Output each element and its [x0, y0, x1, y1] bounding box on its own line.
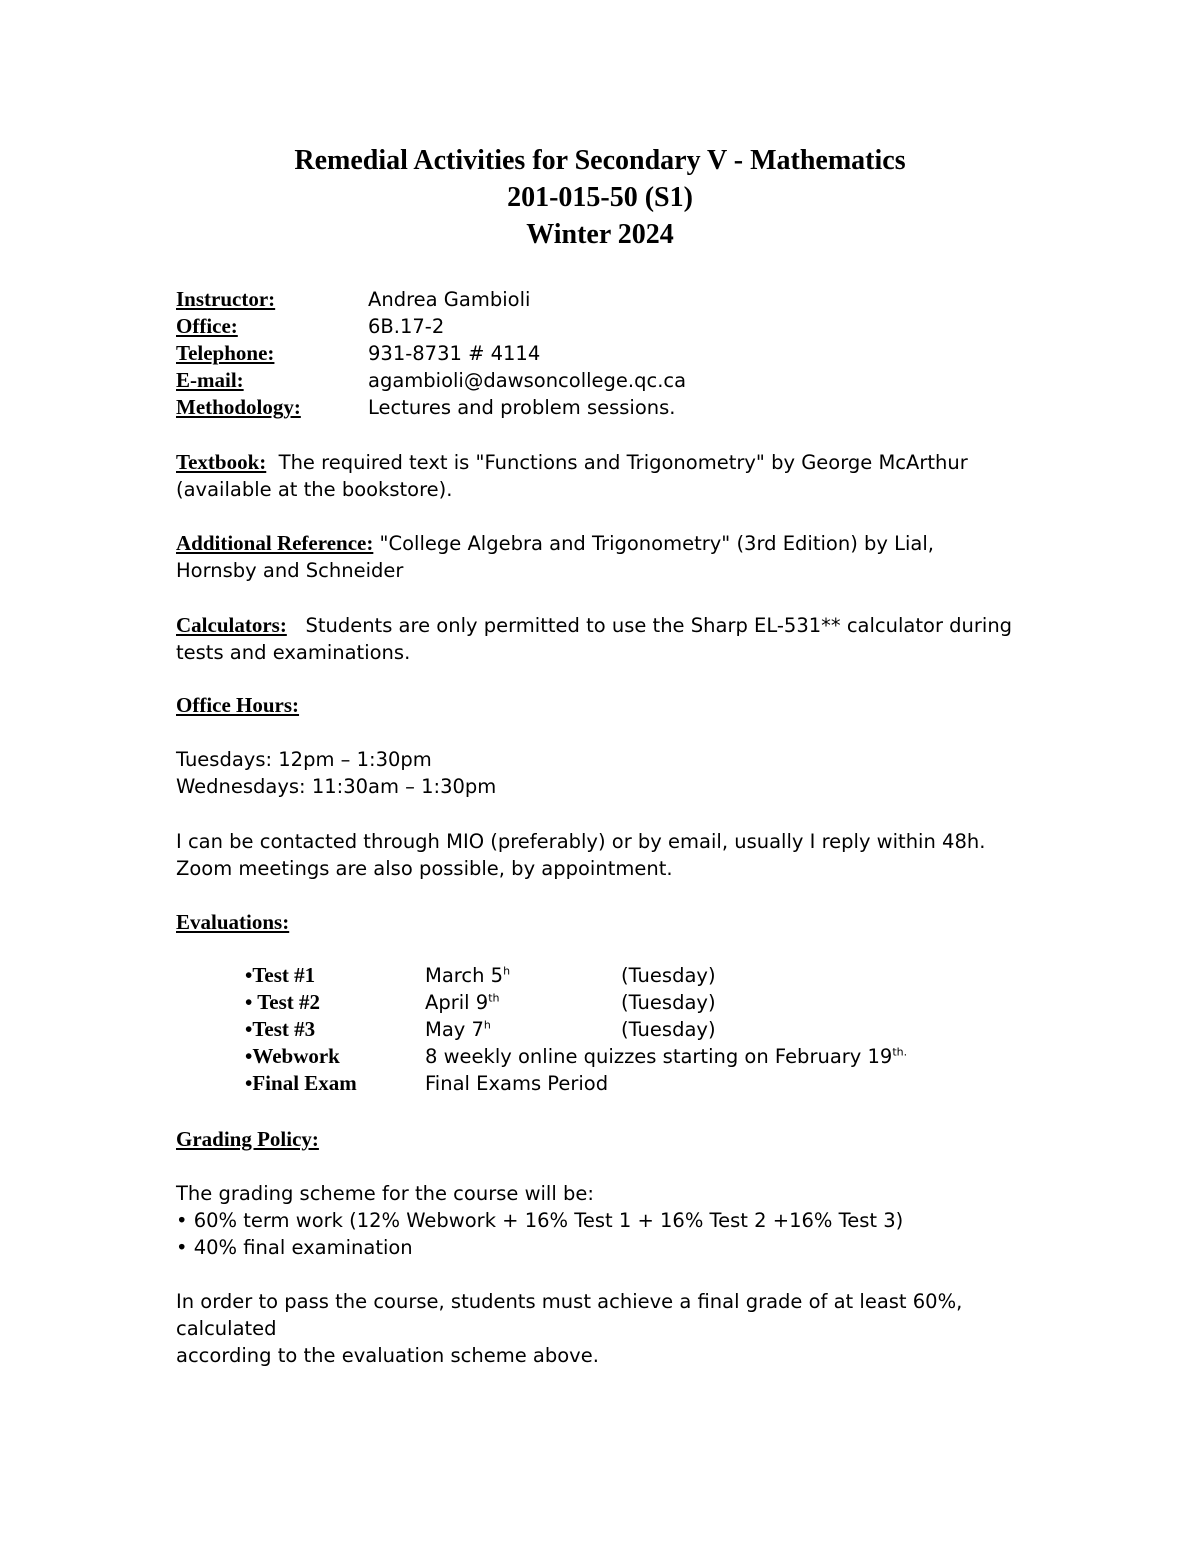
grading-item-term-work: • 60% term work (12% Webwork + 16% Test 1 + 16% Test 2 +16% Test 3): [176, 1209, 904, 1232]
list-item: [245, 1016, 907, 1043]
eval-date: Final Exams Period: [425, 1072, 609, 1095]
reference-line2: Hornsby and Schneider: [176, 559, 404, 582]
grading-section: [176, 1180, 1036, 1261]
term: Winter 2024: [526, 219, 674, 250]
contact-section: [176, 828, 1036, 882]
info-value: agambioli@dawsoncollege.qc.ca: [368, 369, 687, 392]
grading-label: Grading Policy:: [176, 1127, 319, 1151]
calculators-label: Calculators:: [176, 613, 287, 637]
grading-heading: [176, 1126, 1036, 1153]
info-row-instructor: [176, 286, 686, 313]
eval-date-suffix: th: [488, 991, 500, 1005]
pass-line2: according to the evaluation scheme above.: [176, 1344, 599, 1367]
evaluations-list: [245, 962, 907, 1097]
reference-label: Additional Reference:: [176, 531, 374, 555]
evaluations-heading: [176, 909, 1036, 936]
eval-date: May 7: [425, 1018, 484, 1041]
contact-line1: I can be contacted through MIO (preferably) or by email, usually I reply within 48h.: [176, 830, 986, 853]
eval-name: •Webwork: [245, 1044, 340, 1068]
info-row-email: [176, 367, 686, 394]
info-value: Andrea Gambioli: [368, 288, 531, 311]
info-key: Office:: [176, 314, 238, 338]
course-code: 201-015-50 (S1): [507, 182, 693, 213]
calculators-line2: tests and examinations.: [176, 641, 411, 664]
reference-line1: "College Algebra and Trigonometry" (3rd Edition) by Lial,: [379, 532, 934, 555]
eval-date-suffix: h: [503, 964, 511, 978]
info-key: Methodology:: [176, 395, 301, 419]
info-key: Telephone:: [176, 341, 275, 365]
reference-section: [176, 530, 1036, 584]
info-value: 931-8731 # 4114: [368, 342, 541, 365]
textbook-section: [176, 449, 1036, 503]
eval-day: (Tuesday): [621, 964, 716, 987]
grading-intro: The grading scheme for the course will be:: [176, 1182, 594, 1205]
info-value: 6B.17-2: [368, 315, 445, 338]
eval-name: •Test #1: [245, 963, 316, 987]
office-hours-tuesday: Tuesdays: 12pm – 1:30pm: [176, 748, 432, 771]
eval-name: • Test #2: [245, 990, 321, 1014]
eval-date: April 9: [425, 991, 489, 1014]
contact-line2: Zoom meetings are also possible, by appointment.: [176, 857, 673, 880]
pass-line1: In order to pass the course, students must achieve a final grade of at least 60%, calculated: [176, 1290, 963, 1340]
eval-date: 8 weekly online quizzes starting on February 19: [425, 1045, 893, 1068]
info-row-methodology: [176, 394, 686, 421]
textbook-line1: The required text is "Functions and Trigonometry" by George McArthur: [278, 451, 968, 474]
eval-date-suffix: th.: [892, 1045, 908, 1059]
textbook-line2: (available at the bookstore).: [176, 478, 453, 501]
eval-day: (Tuesday): [621, 1018, 716, 1041]
info-row-telephone: [176, 340, 686, 367]
list-item: [245, 1043, 907, 1070]
document-title: Remedial Activities for Secondary V - Mathematics: [294, 145, 906, 176]
list-item: [245, 962, 907, 989]
calculators-section: [176, 612, 1036, 666]
eval-date-suffix: h: [483, 1018, 491, 1032]
list-item: [245, 989, 907, 1016]
info-key: E-mail:: [176, 368, 244, 392]
office-hours-wednesday: Wednesdays: 11:30am – 1:30pm: [176, 775, 497, 798]
office-hours-label: Office Hours:: [176, 693, 300, 717]
calculators-line1: Students are only permitted to use the Sharp EL-531** calculator during: [305, 614, 1013, 637]
eval-name: •Test #3: [245, 1017, 316, 1041]
pass-requirement: [176, 1288, 1056, 1369]
list-item: [245, 1070, 907, 1097]
info-row-office: [176, 313, 686, 340]
evaluations-label: Evaluations:: [176, 910, 290, 934]
info-value: Lectures and problem sessions.: [368, 396, 676, 419]
course-info: [176, 286, 686, 421]
eval-day: (Tuesday): [621, 991, 716, 1014]
eval-date: March 5: [425, 964, 504, 987]
eval-name: •Final Exam: [245, 1071, 357, 1095]
document-header: [0, 142, 1200, 253]
info-key: Instructor:: [176, 287, 276, 311]
office-hours-section: [176, 746, 1036, 800]
textbook-label: Textbook:: [176, 450, 267, 474]
office-hours-heading: [176, 692, 1036, 719]
grading-item-final: • 40% final examination: [176, 1236, 413, 1259]
